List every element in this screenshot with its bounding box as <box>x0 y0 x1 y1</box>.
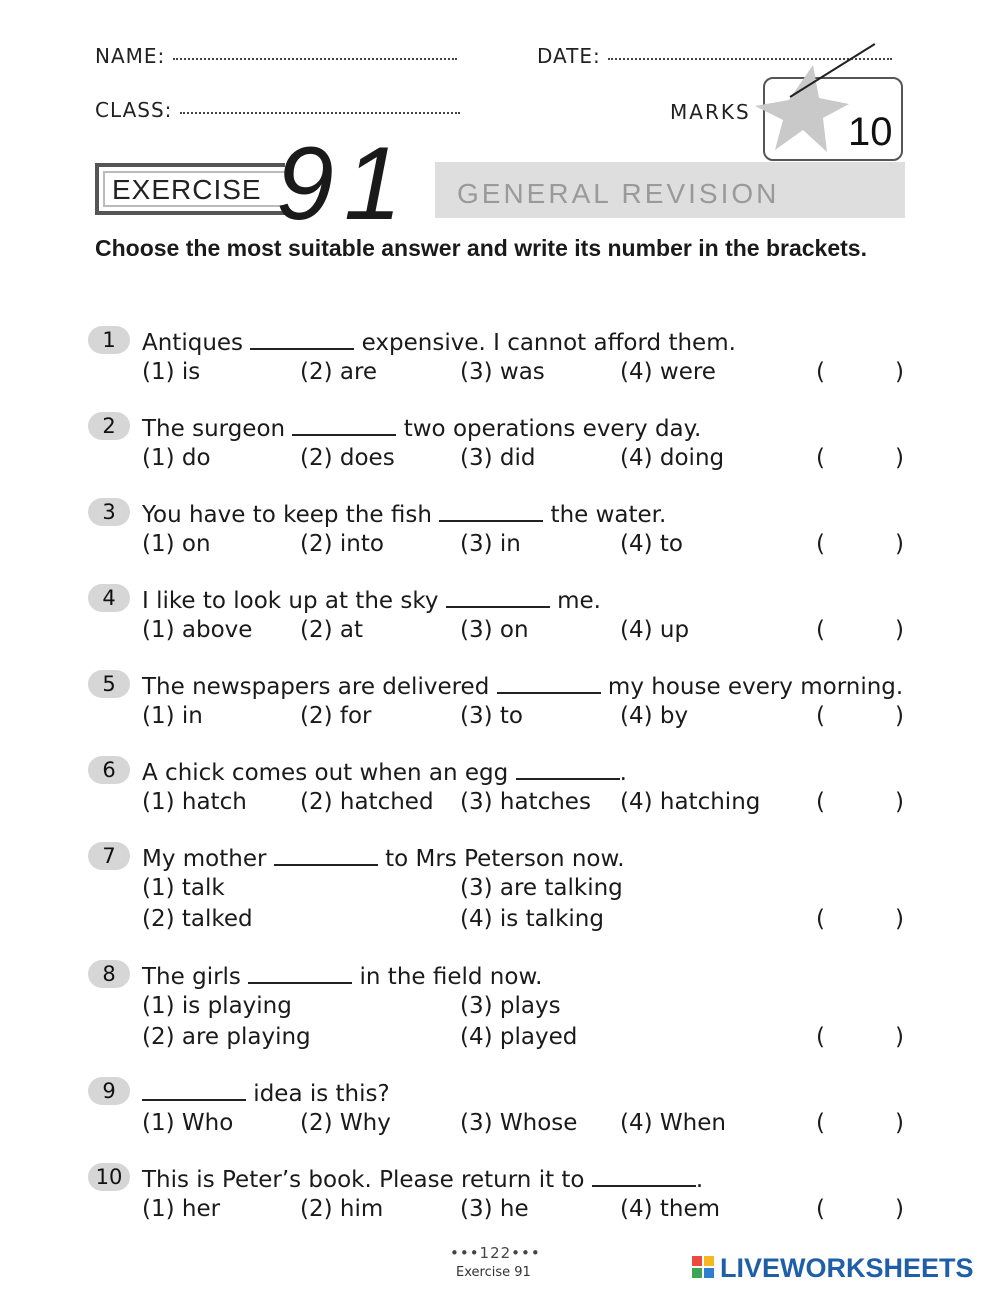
question-number: 5 <box>88 670 130 698</box>
question-stem <box>142 672 903 700</box>
option: (4) doing <box>620 445 725 471</box>
bracket-close: ) <box>895 531 904 557</box>
stem-after-blank: . <box>619 760 627 786</box>
bracket-open: ( <box>816 359 825 385</box>
bracket-close: ) <box>895 359 904 385</box>
option: (4) hatching <box>620 789 761 815</box>
bracket-open: ( <box>816 906 825 932</box>
bracket-close: ) <box>895 1110 904 1136</box>
option: (3) hatches <box>460 789 591 815</box>
question-number: 4 <box>88 584 130 612</box>
bracket-close: ) <box>895 1024 904 1050</box>
class-field-row <box>95 98 460 122</box>
option: (4) When <box>620 1110 726 1136</box>
option: (1) is <box>142 359 201 385</box>
class-input[interactable] <box>180 102 464 118</box>
answer-blank <box>592 1165 696 1187</box>
stem-before-blank: The girls <box>142 964 249 990</box>
exercise-number: 91 <box>276 126 412 242</box>
question-number: 7 <box>88 842 130 870</box>
bracket-close: ) <box>895 445 904 471</box>
bracket-close: ) <box>895 617 904 643</box>
answer-blank <box>292 414 396 436</box>
stem-after-blank: idea is this? <box>246 1081 390 1107</box>
name-input[interactable] <box>173 48 461 64</box>
question-stem <box>142 962 542 990</box>
question-number: 2 <box>88 412 130 440</box>
question-number: 8 <box>88 960 130 988</box>
option: (3) on <box>460 617 529 643</box>
option: (4) up <box>620 617 690 643</box>
option: (2) does <box>300 445 395 471</box>
bracket-open: ( <box>816 789 825 815</box>
stem-before-blank: The newspapers are delivered <box>142 674 497 700</box>
exercise-word: EXERCISE <box>112 174 262 205</box>
marks-label: MARKS <box>670 100 751 124</box>
option: (4) were <box>620 359 716 385</box>
option: (1) above <box>142 617 253 643</box>
bracket-open: ( <box>816 617 825 643</box>
option: (3) in <box>460 531 521 557</box>
class-label: CLASS: <box>95 98 173 122</box>
option: (4) played <box>460 1024 578 1050</box>
stem-after-blank: . <box>695 1167 704 1193</box>
liveworksheets-logo-icon <box>692 1256 716 1280</box>
option: (2) him <box>300 1196 384 1222</box>
question-stem <box>142 586 601 614</box>
bracket-open: ( <box>816 1196 825 1222</box>
answer-blank <box>446 586 550 608</box>
question-stem <box>142 844 625 872</box>
bracket-open: ( <box>816 445 825 471</box>
question-number: 3 <box>88 498 130 526</box>
question-number: 6 <box>88 756 130 784</box>
option: (1) is playing <box>142 993 292 1019</box>
stem-after-blank: expensive. I cannot afford them. <box>354 330 736 356</box>
option: (2) talked <box>142 906 253 932</box>
option: (3) to <box>460 703 523 729</box>
question-stem <box>142 1079 390 1107</box>
bracket-open: ( <box>816 531 825 557</box>
stem-before-blank: A chick comes out when an egg <box>142 760 516 786</box>
option: (2) hatched <box>300 789 434 815</box>
date-label: DATE: <box>537 44 601 68</box>
stem-after-blank: the water. <box>543 502 667 528</box>
option: (4) them <box>620 1196 721 1222</box>
option: (1) hatch <box>142 789 247 815</box>
option: (2) are playing <box>142 1024 311 1050</box>
option: (1) in <box>142 703 203 729</box>
question-number: 9 <box>88 1077 130 1105</box>
question-number: 1 <box>88 326 130 354</box>
option: (1) talk <box>142 875 225 901</box>
bracket-close: ) <box>895 789 904 815</box>
option: (2) into <box>300 531 384 557</box>
answer-blank <box>248 962 352 984</box>
stem-after-blank: in the field now. <box>352 964 543 990</box>
option: (4) by <box>620 703 689 729</box>
stem-before-blank: I like to look up at the sky <box>142 588 446 614</box>
answer-blank <box>497 672 601 694</box>
question-number: 10 <box>88 1163 130 1191</box>
question-stem <box>142 414 701 442</box>
option: (4) is talking <box>460 906 604 932</box>
option: (2) are <box>300 359 378 385</box>
stem-before-blank: You have to keep the fish <box>142 502 440 528</box>
bracket-close: ) <box>895 1196 904 1222</box>
option: (3) are talking <box>460 875 623 901</box>
option: (4) to <box>620 531 683 557</box>
name-field-row <box>95 44 457 68</box>
answer-blank <box>516 758 620 780</box>
answer-blank <box>142 1079 246 1101</box>
topic-title: GENERAL REVISION <box>457 178 780 209</box>
instruction: Choose the most suitable answer and write its number in the brackets. <box>95 235 867 261</box>
bracket-close: ) <box>895 906 904 932</box>
answer-blank <box>250 328 354 350</box>
brand-name[interactable]: LIVEWORKSHEETS <box>720 1253 974 1283</box>
class-input-line[interactable] <box>180 98 460 114</box>
name-label: NAME: <box>95 44 166 68</box>
option: (2) for <box>300 703 372 729</box>
bracket-open: ( <box>816 1024 825 1050</box>
answer-blank <box>274 844 378 866</box>
option: (3) was <box>460 359 545 385</box>
question-stem <box>142 758 627 786</box>
stem-after-blank: me. <box>549 588 601 614</box>
stem-before-blank: This is Peter’s book. Please return it to <box>142 1167 592 1193</box>
option: (3) he <box>460 1196 529 1222</box>
bracket-close: ) <box>895 703 904 729</box>
option: (3) did <box>460 445 536 471</box>
option: (1) her <box>142 1196 221 1222</box>
answer-blank <box>439 500 543 522</box>
option: (1) Who <box>142 1110 234 1136</box>
bracket-open: ( <box>816 703 825 729</box>
option: (1) on <box>142 531 211 557</box>
option: (2) Why <box>300 1110 391 1136</box>
option: (1) do <box>142 445 211 471</box>
stem-after-blank: my house every morning. <box>600 674 904 700</box>
stem-before-blank: My mother <box>142 846 274 872</box>
bracket-open: ( <box>816 1110 825 1136</box>
star-icon <box>745 60 855 160</box>
question-stem <box>142 1165 703 1193</box>
marks-total: 10 <box>848 110 893 154</box>
footer-exercise: Exercise 91 <box>456 1265 531 1280</box>
question-stem <box>142 328 736 356</box>
stem-before-blank: Antiques <box>142 330 251 356</box>
stem-after-blank: to Mrs Peterson now. <box>377 846 625 872</box>
question-stem <box>142 500 666 528</box>
option: (3) Whose <box>460 1110 578 1136</box>
option: (3) plays <box>460 993 561 1019</box>
stem-after-blank: two operations every day. <box>396 416 702 442</box>
page-number: •••122••• <box>450 1244 541 1262</box>
stem-before-blank: The surgeon <box>142 416 293 442</box>
name-input-line[interactable] <box>173 44 457 60</box>
option: (2) at <box>300 617 364 643</box>
